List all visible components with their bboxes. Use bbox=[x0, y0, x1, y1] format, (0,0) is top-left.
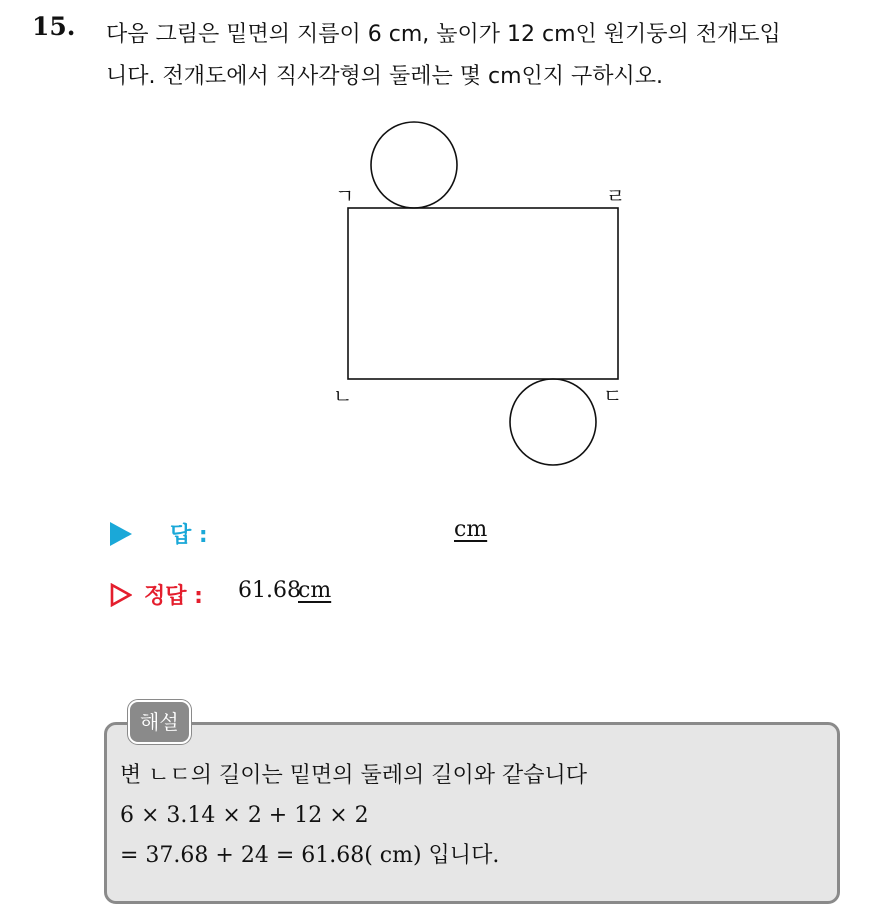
correct-answer-unit: cm bbox=[298, 578, 332, 603]
correct-answer-value: 61.68 bbox=[238, 578, 301, 603]
question-number: 15. bbox=[32, 12, 76, 41]
solution-line-3: = 37.68 + 24 = 61.68( cm) 입니다. bbox=[120, 843, 500, 868]
vertex-label-top-left: ㄱ bbox=[335, 184, 355, 208]
vertex-label-bottom-left: ㄴ bbox=[333, 384, 353, 408]
bottom-base-circle bbox=[510, 379, 596, 465]
question-text-line-1: 다음 그림은 밑면의 지름이 6 cm, 높이가 12 cm인 원기둥의 전개도입 bbox=[106, 22, 781, 47]
play-triangle-outline-icon bbox=[110, 583, 132, 607]
top-base-circle bbox=[371, 122, 457, 208]
question-text-line-2: 니다. 전개도에서 직사각형의 둘레는 몇 cm인지 구하시오. bbox=[106, 64, 664, 89]
vertex-label-bottom-right: ㄷ bbox=[603, 384, 623, 408]
play-triangle-icon bbox=[110, 522, 132, 546]
lateral-rectangle bbox=[348, 208, 618, 379]
correct-answer-row bbox=[110, 579, 203, 610]
answer-row bbox=[110, 518, 208, 549]
correct-answer-label: 정답 : bbox=[144, 584, 203, 609]
answer-unit: cm bbox=[454, 517, 488, 542]
answer-label: 답 : bbox=[170, 523, 208, 548]
solution-tag: 해설 bbox=[128, 700, 191, 744]
solution-line-1: 변 ㄴㄷ의 길이는 밑면의 둘레의 길이와 같습니다 bbox=[120, 763, 588, 788]
solution-text bbox=[120, 756, 587, 876]
solution-line-2: 6 × 3.14 × 2 + 12 × 2 bbox=[120, 803, 369, 828]
vertex-label-top-right: ㄹ bbox=[606, 184, 626, 208]
